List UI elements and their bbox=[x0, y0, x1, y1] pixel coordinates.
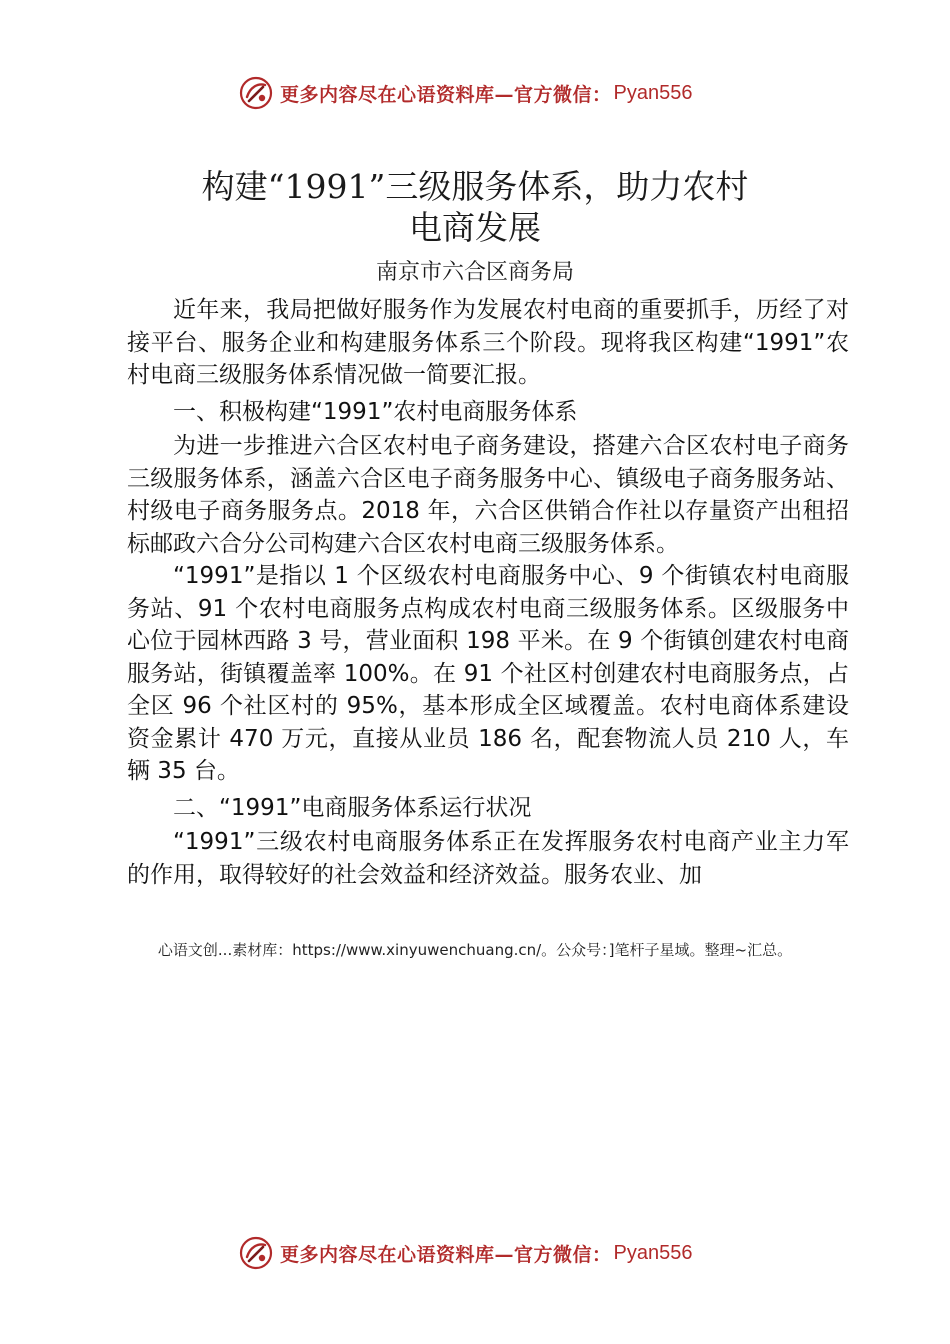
watermark-text: 更多内容尽在心语资料库—官方微信： bbox=[280, 1243, 612, 1266]
paragraph-section2: “1991”三级农村电商服务体系正在发挥服务农村电商产业主力军的作用，取得较好的社会效益和经济效益。服务农业、加 bbox=[127, 829, 849, 888]
watermark-wechat-id: Pyan556 bbox=[613, 81, 693, 104]
watermark-wechat-id: Pyan556 bbox=[613, 1241, 693, 1264]
section-heading-2: 二、“1991”电商服务体系运行状况 bbox=[173, 794, 532, 821]
paragraph-intro: 近年来，我局把做好服务作为发展农村电商的重要抓手，历经了对接平台、服务企业和构建服务体系三个阶段。现将我区构建“1991”农村电商三级服务体系情况做一简要汇报。 bbox=[127, 297, 849, 388]
watermark-footer bbox=[238, 1233, 692, 1273]
logo-icon bbox=[238, 75, 274, 111]
paragraph-section1-b: “1991”是指以 1 个区级农村电商服务中心、9 个街镇农村电商服务站、91 个农村电商服务点构成农村电商三级服务体系。区级服务中心位于园林西路 3 号，营业面积 198 平米。在 9 个街镇创建农村电商服务站，街镇覆盖率 100%。在 91 个社区村创建农村电商服务点，占全区 96 个社区村的 95%，基本形成全区域覆盖。农村电商体系建设资金累计 470 万元，直接从业员 186 名，配套物流人员 210 人，车辆 35 台。 bbox=[127, 563, 849, 784]
document-title-line2: 电商发展 bbox=[409, 208, 541, 247]
watermark-text: 更多内容尽在心语资料库—官方微信： bbox=[280, 83, 612, 106]
document-author: 南京市六合区商务局 bbox=[375, 260, 574, 285]
paragraph-section1-a: 为进一步推进六合区农村电子商务建设，搭建六合区农村电子商务三级服务体系，涵盖六合区电子商务服务中心、镇级电子商务服务站、村级电子商务服务点。2018 年，六合区供销合作社以存量资产出租招标邮政六合分公司构建六合区农村电商三级服务体系。 bbox=[127, 433, 849, 557]
footer-source-line: 心语文创...素材库：https://www.xinyuwenchuang.cn/。公众号：]笔杆子星域。整理~汇总。 bbox=[157, 941, 793, 959]
document-title-line1: 构建“1991”三级服务体系，助力农村 bbox=[201, 167, 749, 206]
section-heading-1: 一、积极构建“1991”农村电商服务体系 bbox=[173, 398, 578, 425]
document-body bbox=[127, 294, 849, 891]
logo-icon bbox=[238, 1235, 274, 1271]
watermark-header bbox=[238, 73, 692, 113]
